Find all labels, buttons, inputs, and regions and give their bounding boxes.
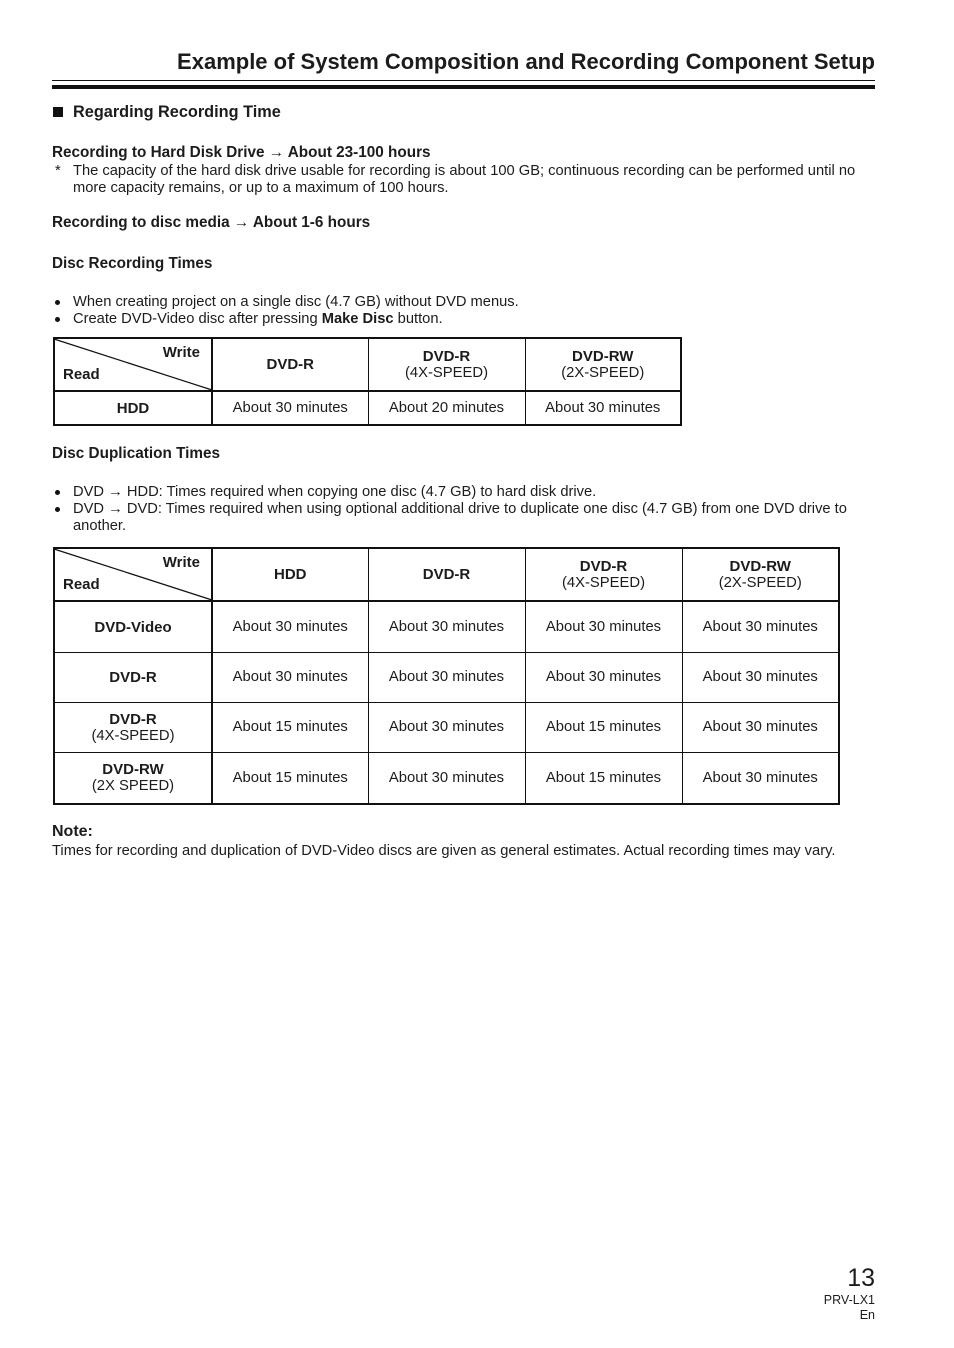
table-header-row (54, 548, 839, 601)
table-row (54, 601, 839, 653)
column-header-sub: (4X-SPEED) (561, 574, 646, 591)
row-header (54, 653, 212, 703)
section-heading: Regarding Recording Time (73, 103, 281, 121)
list-item-text: DVD → DVD: Times required when using optional additional drive to duplicate one disc (4.7 GB) from one DVD drive to another. (73, 501, 847, 534)
square-bullet-icon (53, 107, 63, 117)
make-disc-label: Make Disc (321, 311, 394, 327)
table-cell: About 30 minutes (682, 653, 839, 703)
list-item-text: DVD → HDD: Times required when copying one disc (4.7 GB) to hard disk drive. (73, 484, 597, 500)
disc-duplication-times-heading: Disc Duplication Times (52, 445, 221, 462)
table-cell: About 30 minutes (368, 601, 525, 653)
bullet-icon (55, 317, 60, 322)
column-header (368, 548, 525, 601)
page-number: 13 (847, 1264, 875, 1292)
row-header-name: DVD-Video (94, 618, 172, 636)
column-header-name: DVD-R (266, 356, 314, 373)
column-header (212, 338, 368, 391)
row-header-name: DVD-R (109, 710, 157, 728)
corner-box (55, 340, 211, 389)
note-text: Times for recording and duplication of DVD-Video discs are given as general estimates. Actual recording times may vary. (52, 843, 836, 859)
title-rule-thick (52, 85, 875, 89)
row-header (54, 391, 212, 425)
table-row (54, 391, 681, 425)
list-item (52, 484, 875, 501)
table-cell: About 30 minutes (682, 601, 839, 653)
list-item-text: Create DVD-Video disc after pressing (73, 311, 322, 327)
list-item-text-end: button. (393, 311, 443, 327)
model-code: PRV-LX1 (823, 1293, 875, 1307)
table-cell: About 30 minutes (682, 753, 839, 805)
note-label: Note: (52, 823, 93, 840)
table-row (54, 703, 839, 753)
table-cell: About 30 minutes (368, 653, 525, 703)
table-row (54, 753, 839, 805)
column-header (212, 548, 368, 601)
corner-write-label: Write (162, 344, 200, 361)
table-cell: About 30 minutes (212, 601, 368, 653)
row-header-sub: (2X SPEED) (91, 778, 175, 794)
table-cell: About 30 minutes (525, 601, 682, 653)
table-header-row (54, 338, 681, 391)
column-header (682, 548, 839, 601)
disc-recording-times-table (53, 337, 682, 426)
corner-write-label: Write (162, 554, 200, 571)
table-cell: About 15 minutes (525, 703, 682, 753)
disc-duplication-notes-list (52, 484, 875, 535)
corner-header-cell (54, 548, 212, 601)
disc-recording-notes-list (52, 294, 875, 328)
list-item (52, 501, 875, 535)
row-header-name: DVD-R (109, 669, 157, 686)
bullet-icon (55, 490, 60, 495)
title-rule-thin (52, 80, 875, 81)
bullet-icon (55, 300, 60, 305)
table-cell: About 30 minutes (682, 703, 839, 753)
column-header (368, 338, 525, 391)
column-header-name: HDD (274, 566, 307, 583)
table-cell: About 15 minutes (525, 753, 682, 805)
list-item (52, 294, 875, 311)
disc-media-recording-heading: Recording to disc media → About 1-6 hours (52, 214, 371, 231)
table-cell: About 30 minutes (368, 753, 525, 805)
table-cell: About 30 minutes (368, 703, 525, 753)
list-item-text: When creating project on a single disc (4.7 GB) without DVD menus. (73, 294, 519, 310)
disc-duplication-times-table (53, 547, 840, 805)
column-header (525, 338, 681, 391)
column-header-name: DVD-R (422, 566, 471, 583)
hdd-recording-heading: Recording to Hard Disk Drive → About 23-100 hours (52, 144, 431, 161)
column-header-sub: (4X-SPEED) (404, 364, 489, 381)
column-header (525, 548, 682, 601)
corner-read-label: Read (63, 366, 100, 383)
table-cell: About 30 minutes (212, 391, 368, 425)
column-header-name: DVD-RW (572, 347, 634, 365)
column-header-sub: (2X-SPEED) (718, 574, 802, 591)
column-header-name: DVD-R (579, 557, 628, 575)
hdd-capacity-footnote (52, 163, 875, 197)
row-header-name: HDD (116, 399, 150, 417)
table-row (54, 653, 839, 703)
list-item (52, 311, 875, 328)
row-header-name: DVD-RW (102, 761, 164, 778)
corner-header-cell (54, 338, 212, 391)
table-cell: About 15 minutes (212, 753, 368, 805)
table-cell: About 30 minutes (525, 391, 681, 425)
footnote-text: The capacity of the hard disk drive usable for recording is about 100 GB; continuous recording can be performed until no more capacity remains, or up to a maximum of 100 hours. (73, 163, 856, 196)
disc-recording-times-heading: Disc Recording Times (52, 255, 213, 272)
table-cell: About 15 minutes (212, 703, 368, 753)
footnote-asterisk: * (55, 163, 61, 179)
page-title: Example of System Composition and Recording Component Setup (177, 49, 875, 74)
language-code: En (859, 1308, 875, 1322)
corner-box (55, 550, 211, 599)
table-cell: About 20 minutes (368, 391, 525, 425)
table-cell: About 30 minutes (212, 653, 368, 703)
row-header (54, 753, 212, 805)
column-header-sub: (2X-SPEED) (561, 364, 645, 381)
column-header-name: DVD-R (422, 347, 471, 365)
corner-read-label: Read (63, 576, 100, 593)
row-header (54, 601, 212, 653)
bullet-icon (55, 507, 60, 512)
row-header-sub: (4X-SPEED) (91, 727, 175, 744)
row-header (54, 703, 212, 753)
table-cell: About 30 minutes (525, 653, 682, 703)
column-header-name: DVD-RW (729, 557, 791, 575)
